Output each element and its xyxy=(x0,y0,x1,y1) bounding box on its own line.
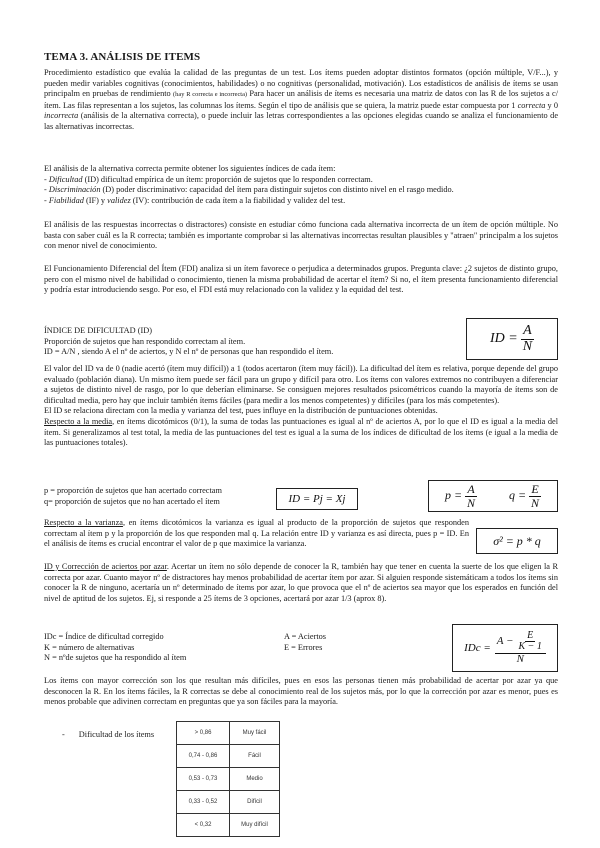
id-intro xyxy=(44,326,454,358)
legend-left: IDc = Índice de dificultad corregido K = número de alternativas N = nºde sujetos que ha respondido al ítem xyxy=(44,632,187,663)
media-paragraph: Respecto a la media, en ítems dicotómicos (0/1), la suma de todas las puntuaciones es igual al nº de aciertos A, por lo que el ID es igual a la media del ítem. Si generalizamos al test total, la media de las puntuaciones del test es igual a la suma de los índices de dificultad de los ítems (e igual a la media de las puntuaciones totales). xyxy=(44,416,558,448)
formula-q: q = $\frac{E}{N}$ xyxy=(508,481,540,510)
intro-paragraph: Procedimiento estadístico que evalúa la calidad de las preguntas de un test. Los ítems pueden adoptar distintos formatos (opción múltiple, V/F...), y pueden medir variables cognitivas (conocimientos, habilidades) o no cognitivas (personalidad, motivación). Los estadísticos de análisis de ítems se usan principalm en pruebas de rendimiento (hay R correcta e incorrecta) Para hacer un análisis de ítems es necesaria una matriz de datos con las R de los sujetos a c/ítem. Las filas representan a los sujetos, las columnas los ítems. Según el tipo de análisis que se quiera, la matriz puede estar compuesta por 1 correcta y 0 incorrecta (análisis de la alternativa correcta), o puede incluir las letras correspondientes a las opciones elegidas cuando se analiza el funcionamiento de las alternativas incorrectas. xyxy=(44,68,559,131)
section-heading: ÍNDICE DE DIFICULTAD (ID) xyxy=(44,326,153,335)
table-row: > 0,86 Muy fácil xyxy=(177,722,280,745)
formula-p: p = $\frac{A}{N}$ xyxy=(444,481,476,510)
azar-paragraph: ID y Corrección de aciertos por azar. Acertar un ítem no sólo depende de conocer la R, también hay que tener en cuenta la suerte de los que eligen la R correcta por azar. Cuanto mayor nº de distractores hay menos probabilidad de acertar ítem por azar. Si alguien responde sistemáticam a todos los ítems sin conocer la R de ninguno, acertaría un nº determinado de ítems por azar, lo que provoca que el nº de aciertos sea mayor que los esperados en función del nivel de aptitud de los sujetos. Ej, si responde a 25 ítems de 3 opciones, acertará por azar 1/3 (aprox 8). xyxy=(44,562,558,603)
indices-lead: El análisis de la alternativa correcta permite obtener los siguientes índices de cada ítem: xyxy=(44,164,336,173)
index-discriminacion: - Discriminación (D) poder discriminativo: capacidad del ítem para distinguir sujetos con distinto nivel en el rasgo medido. xyxy=(44,185,454,195)
formula-mean: ID = Pj = Xj xyxy=(276,488,358,510)
id-definition: Proporción de sujetos que han respondido correctam al ítem. xyxy=(44,336,246,346)
pq-definitions: p = proporción de sujetos que han acertado correctam q= proporción de sujetos que no han acertado el ítem xyxy=(44,486,222,506)
distractores-paragraph: El análisis de las respuestas incorrectas o distractores) consiste en estudiar cómo funciona cada alternativa incorrecta de un ítem de opción múltiple. No basta con saber cuál es la R correcta; también es importante comprobar si las alternativas incorrectas resultan plausibles y "atraen" principalm a los sujetos con menor nivel de conocimiento. xyxy=(44,220,558,251)
table-row: < 0,32 Muy difícil xyxy=(177,814,280,837)
formula-id: ID = $\frac{A}{N}$ xyxy=(466,318,558,360)
formula-idc: IDc = A − $\frac{E}{K - 1}$ N xyxy=(452,624,558,672)
indices-section xyxy=(44,164,558,206)
intro-section xyxy=(44,68,558,133)
formula-variance: σ² = p * q xyxy=(476,528,558,554)
bullet-dificultad: - Dificultad de los ítems xyxy=(62,730,155,739)
page-title: TEMA 3. ANÁLISIS DE ITEMS xyxy=(44,51,201,63)
table-row: 0,74 - 0,86 Fácil xyxy=(177,745,280,768)
index-dificultad: - Dificultad (ID) dificultad empírica de un ítem: proporción de sujetos que lo responden correctam. xyxy=(44,174,373,184)
difficulty-table xyxy=(176,721,280,837)
id-relacion: El ID se relaciona directam con la media y varianza del test, pues influye en la distribución de puntuaciones obtenidas. xyxy=(44,406,438,416)
intro-note: (hay R correcta e incorrecta) xyxy=(173,91,248,99)
varianza-paragraph: Respecto a la varianza, en ítems dicotómicos la varianza es igual al producto de la proporción de sujetos que responden correctam al ítem p y la proporción de los que responden mal q. La relación entre ID y varianza es así directa, pues p = ID. En el análisis de ítems es crucial encontrar el valor de p que maximice la varianza. xyxy=(44,518,469,549)
id-valor-paragraph: El valor del ID va de 0 (nadie acertó (ítem muy difícil)) a 1 (todos acertaron (ítem muy fácil)). La dificultad del ítem es relativa, porque depende del grupo evaluado (población diana). Un mismo ítem puede ser fácil para un grupo y difícil para otro. Los ítems con valores extremos no contribuyen a diferenciar a sujetos de distinto nivel de rasgo, por lo que deberían eliminarse. Se consiguen mejores resultados psicométricos cuando la mayoría de ítems son de dificultad media, pero hay que incluir también ítems fáciles (para medir a los menos competentes) y difíciles (para los más competentes). El ID se relaciona directam con la media y varianza del test, pues influye en la distribución de puntuaciones obtenidas. Respecto a la media, en ítems dicotómicos (0/1), la suma de todas las puntuaciones es igual al nº de aciertos A, por lo que el ID es igual a la media del ítem. Si generalizamos al test total, la media de las puntuaciones del test es igual a la suma de los índices de dificultad de los ítems (e igual a la media de las puntuaciones totales). xyxy=(44,364,558,448)
table-row: 0,33 - 0,52 Difícil xyxy=(177,791,280,814)
index-fiabilidad: - Fiabilidad (IF) y validez (IV): contribución de cada ítem a la fiabilidad y validez del test. xyxy=(44,195,346,205)
fdi-paragraph: El Funcionamiento Diferencial del Ítem (FDI) analiza si un ítem favorece o perjudica a determinados grupos. Pregunta clave: ¿2 sujetos de distinto grupo, pero con el mismo nivel de habilidad o conocimiento, tienen la misma probabilidad de acertar el ítem? Si no, el ítem presenta funcionamiento diferencial y podría estar introduciendo sesgo. Por eso, el FDI está muy relacionado con la validez y la equidad del test. xyxy=(44,264,558,295)
formula-pq xyxy=(428,480,558,512)
id-formula-line: ID = A/N , siendo A el nº de aciertos, y N el nº de personas que han respondido el ítem. xyxy=(44,347,334,357)
mayor-correccion-paragraph: Los ítems con mayor corrección son los que resultan más difíciles, pues en esos las personas tienen más probabilidad de acertar por azar ya que desconocen la R. En los ítems fáciles, la R correctas se debe al conocimiento real de los sujetos más, por lo que la corrección por azar es menor, pues es menos probable que adivinen correctam en preguntas que ya son fáciles para la mayoría. xyxy=(44,676,558,707)
legend-right: A = Aciertos E = Errores xyxy=(284,632,327,652)
table-row: 0,53 - 0,73 Medio xyxy=(177,768,280,791)
